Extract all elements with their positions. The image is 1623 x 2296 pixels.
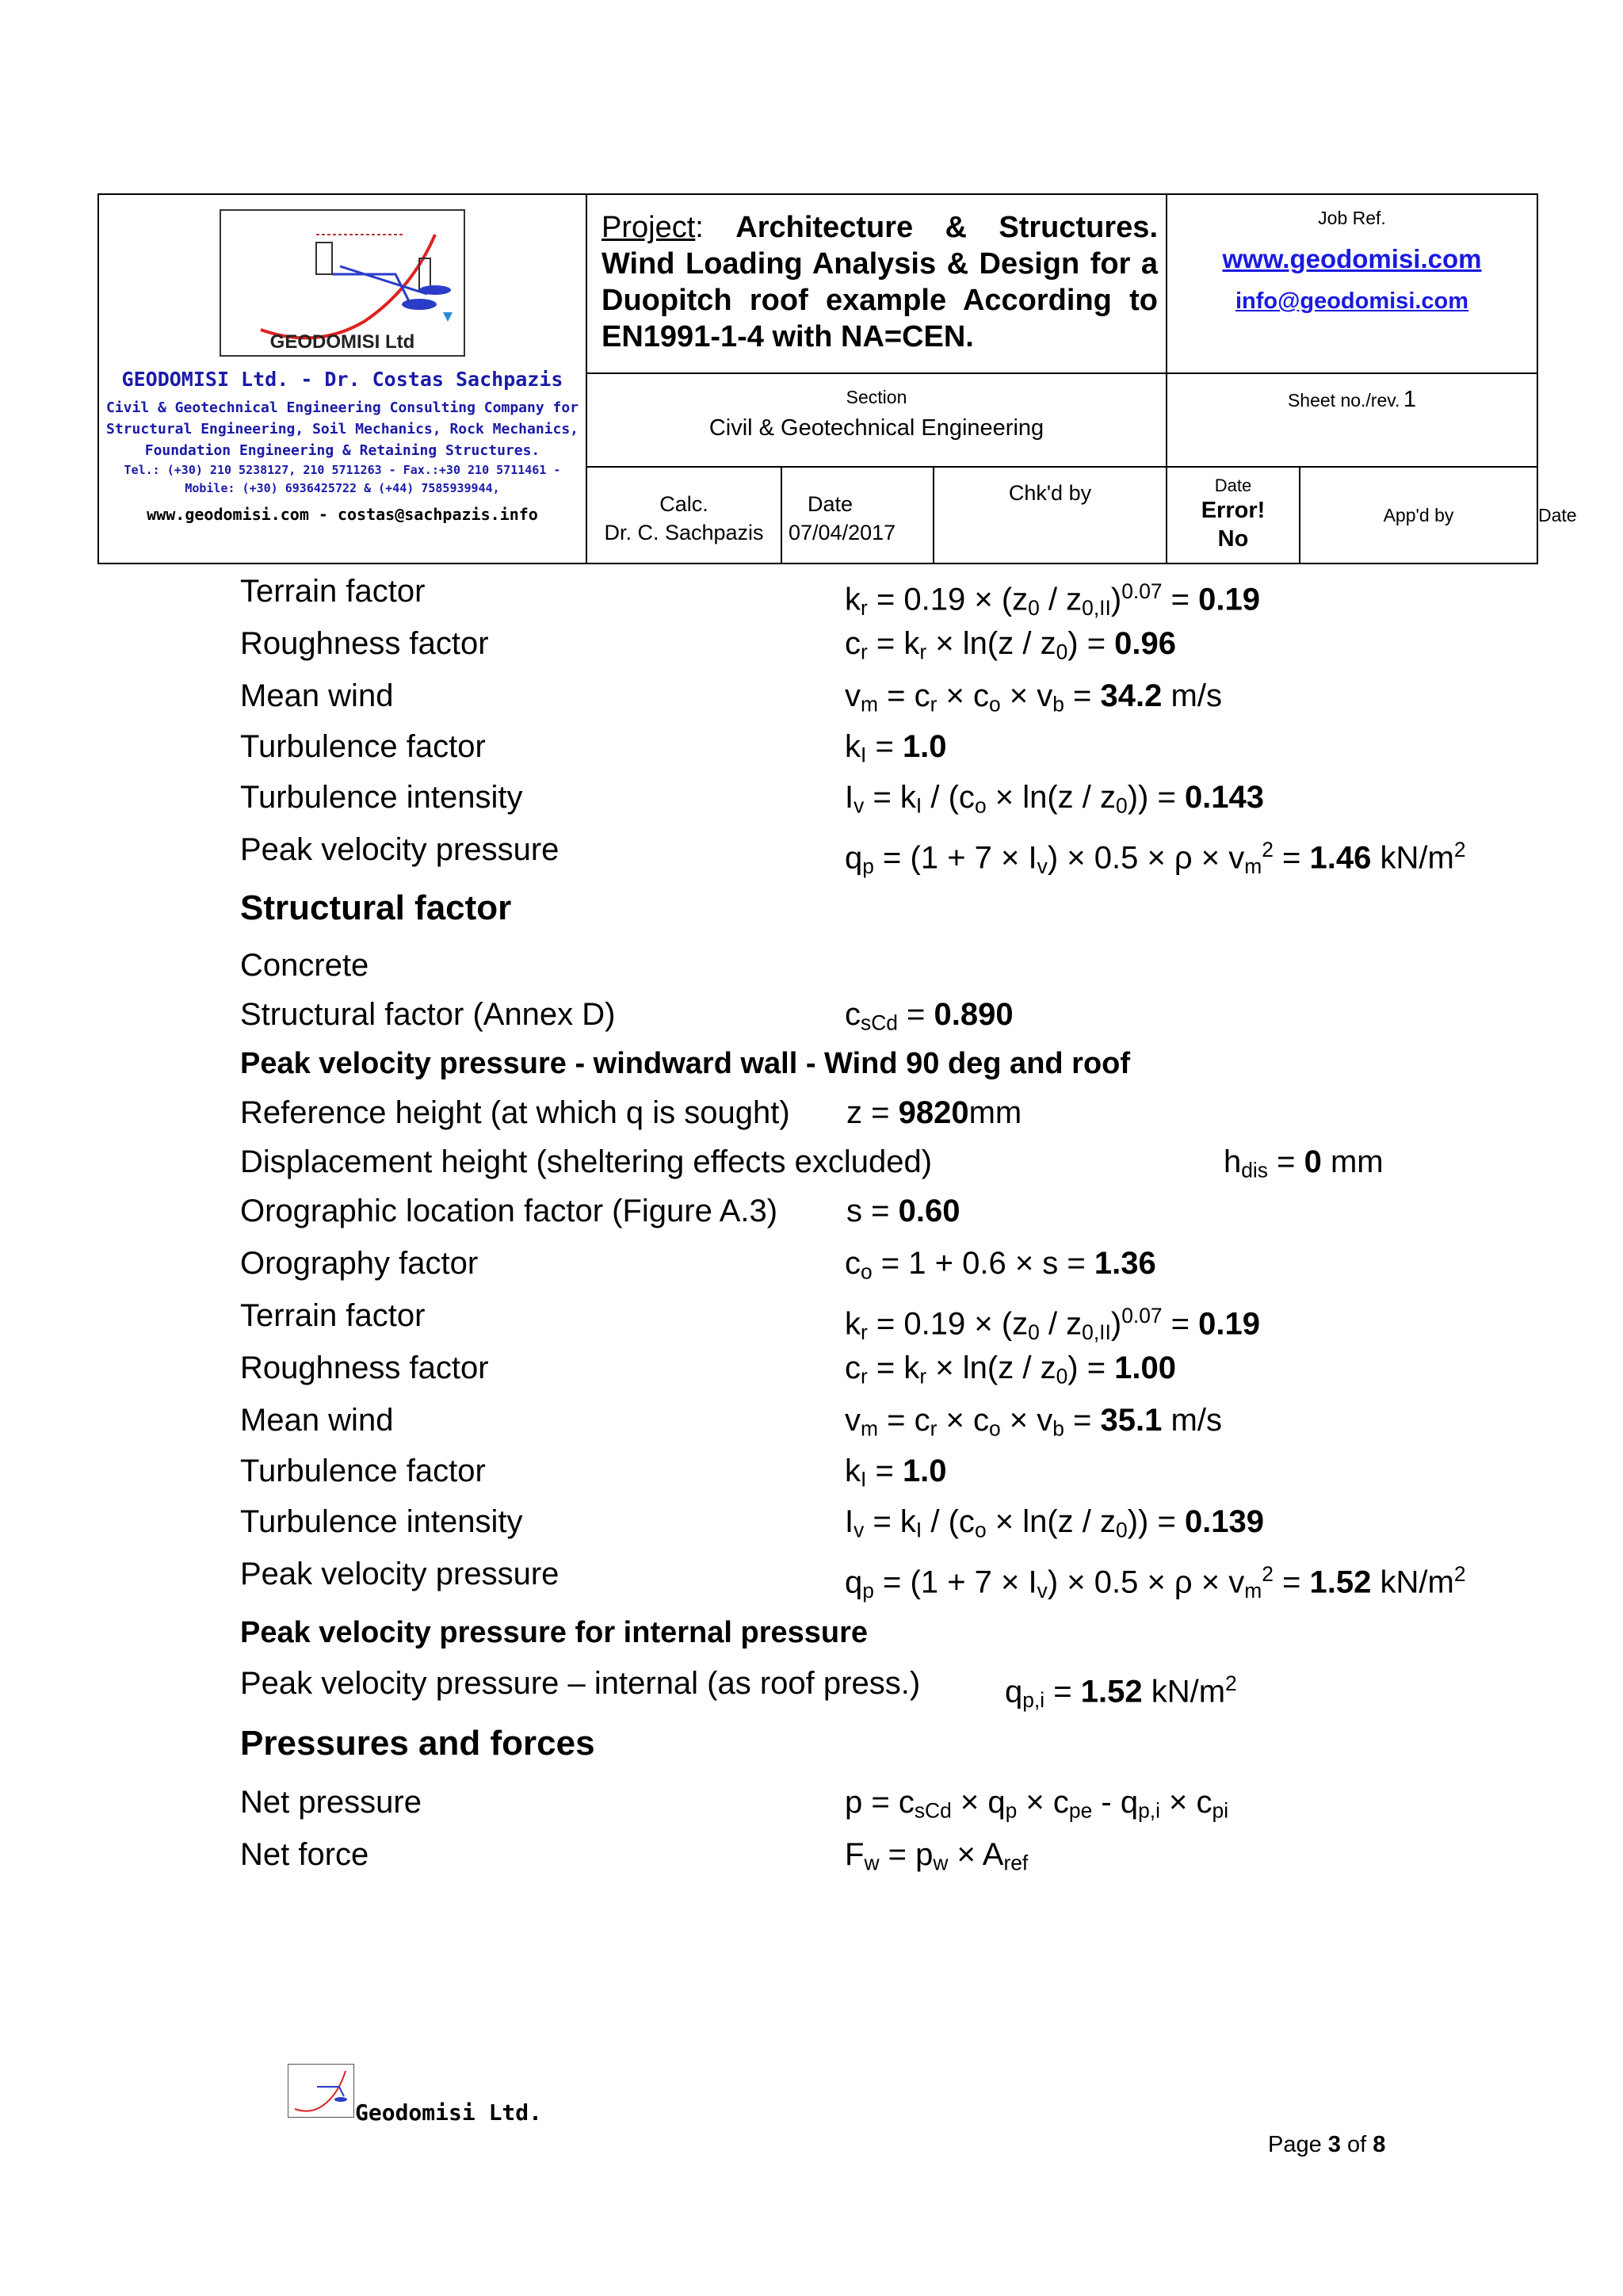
pvp-internal-formula: $q_{p,i} = 1.52$ $kN/m^2$ (1005, 1671, 1237, 1713)
job-web-link[interactable]: www.geodomisi.com (1222, 244, 1482, 273)
roughness-factor-label-2: Roughness factor (240, 1350, 489, 1385)
structural-factor-annex-label: Structural factor (Annex D) (240, 997, 616, 1032)
pvp-internal-heading: Peak velocity pressure for internal pressure (240, 1616, 869, 1649)
appd-cell (1300, 467, 1537, 563)
calc-label: Calc. (659, 492, 708, 516)
roughness-factor-formula-2: $c_r = k_r \times \ln(z / z_0) = 1.00$ (845, 1350, 1177, 1389)
project-title: Project: Architecture & Structures. Wind Loading Analysis & Design for a Duopitch roof example According to EN1991-1-4 with NA=CEN. (601, 211, 1158, 353)
kr-value-1: 0.19 (1198, 582, 1261, 617)
company-description: Civil & Geotechnical Engineering Consulting Company for Structural Engineering, Soil Mechanics, Rock Mechanics, Foundation Engineering & Retaining Structures. (105, 399, 579, 459)
qp-value-2: 1.52 (1309, 1564, 1372, 1600)
orography-factor-label: Orography factor (240, 1246, 479, 1281)
footer-company: Geodomisi Ltd. (355, 2099, 543, 2126)
turbulence-intensity-label-1: Turbulence intensity (240, 780, 523, 815)
net-pressure-label: Net pressure (240, 1785, 422, 1820)
page-current: 3 (1327, 2132, 1341, 2157)
iv-value-1: 0.143 (1184, 780, 1265, 815)
sheet-value: 1 (1403, 387, 1417, 412)
turbulence-factor-label-1: Turbulence factor (240, 729, 486, 764)
kl-value-1: 1.0 (902, 729, 947, 764)
s-value: 0.60 (898, 1194, 960, 1228)
mean-wind-label-2: Mean wind (240, 1403, 394, 1438)
company-web: www.geodomisi.com - costas@sachpazis.info (147, 505, 538, 524)
page-number: Page 3 of 8 (1268, 2132, 1386, 2157)
job-ref-label: Job Ref. (1318, 208, 1386, 228)
structural-factor-heading: Structural factor (240, 888, 512, 927)
job-mail-link[interactable]: info@geodomisi.com (1235, 288, 1469, 314)
roughness-factor-label-1: Roughness factor (240, 626, 489, 661)
vm-value-2: 35.1 (1100, 1403, 1163, 1438)
date-label: Date (808, 492, 854, 516)
terrain-factor-label-2: Terrain factor (240, 1298, 426, 1333)
peak-velocity-pressure-formula-2: $q_p = (1 + 7 \times I_v) \times 0.5 \times \rho \times v_m^2 = 1.52$ $kN/m^2$ (845, 1562, 1466, 1603)
cscd-value: 0.890 (934, 997, 1014, 1032)
turbulence-factor-formula-1: $k_I = 1.0$ (845, 729, 947, 767)
sheet-label: Sheet no./rev. (1287, 390, 1400, 411)
concrete-label: Concrete (240, 948, 369, 983)
net-force-formula: $F_w = p_w \times A_{ref}$ (845, 1837, 1029, 1875)
date2-no: No (1217, 526, 1249, 552)
header-table: GEODOMISI Ltd GEODOMISI Ltd. - Dr. Costas Sachpazis Civil & Geotechnical Engineering Consulting Company for Structural Engineering, Soil Mechanics, Rock Mechanics, Foundation Engineering & Retaining Structures. Tel.: (+30) 210 5238127, 210 5711263 - Fax.:+30 210 5711461 - Mobile: (+30) 6936425722 & (+44) 7585939944, www.geodomisi.com - costas@sachpazis.info Project: Architecture & Structures. Wind Loading Analysis & Design for a Duopitch roof example According to EN1991-1-4 with NA=CEN. Job Ref. www.geodomisi.com info@geodomisi.com Section Civil & Geotechnical Engineering Sheet no./rev. 1 Calc. Dr. C. Sachpazis Date 07/04/2017 Chk'd by Date Error! No App'd by Date (97, 193, 1538, 564)
kr-value-2: 0.19 (1198, 1306, 1261, 1342)
turbulence-factor-label-2: Turbulence factor (240, 1454, 486, 1488)
page-total: 8 (1373, 2132, 1386, 2157)
calc-cell (586, 467, 781, 563)
roughness-factor-formula-1: $c_r = k_r \times \ln(z / z_0) = 0.96$ (845, 626, 1177, 664)
co-value: 1.36 (1094, 1246, 1156, 1281)
section-label: Section (846, 387, 907, 407)
date-value: 07/04/2017 (789, 521, 896, 544)
project-cell (586, 194, 1167, 373)
company-cell (98, 194, 586, 563)
displacement-height-formula: $h_{dis} = 0$ mm (1224, 1144, 1384, 1182)
z-value: 9820 (898, 1095, 969, 1130)
date-cell (781, 467, 934, 563)
qp-value-1: 1.46 (1309, 840, 1372, 876)
hdis-value: 0 (1304, 1144, 1322, 1179)
cr-value-1: 0.96 (1114, 626, 1177, 661)
section-cell (586, 373, 1167, 467)
displacement-height-label: Displacement height (sheltering effects excluded) (240, 1144, 933, 1179)
project-label: Project (601, 211, 696, 244)
turbulence-intensity-formula-2: $I_v = k_I / (c_o \times \ln(z / z_0)) = 0.139$ (845, 1504, 1265, 1542)
project-title-text: Architecture & Structures. Wind Loading Analysis & Design for a Duopitch roof example According to EN1991-1-4 with NA=CEN. (601, 211, 1158, 353)
turbulence-intensity-formula-1: $I_v = k_I / (c_o \times \ln(z / z_0)) = 0.143$ (845, 780, 1265, 818)
logo-caption: GEODOMISI Ltd (269, 331, 415, 353)
sheet-cell (1167, 373, 1537, 467)
company-logo (220, 209, 465, 357)
footer-logo-icon (288, 2064, 354, 2118)
pressures-forces-heading: Pressures and forces (240, 1724, 595, 1763)
orography-factor-formula: $c_o = 1 + 0.6 \times s = 1.36$ (845, 1246, 1156, 1284)
mean-wind-formula-2: $v_m = c_r \times c_o \times v_b = 35.1$ m/s (845, 1403, 1222, 1441)
net-pressure-formula: $p = c_{sCd} \times q_p \times c_{pe} - q_{p,i} \times c_{pi}$ (845, 1785, 1229, 1823)
reference-height-formula: z = 9820mm (846, 1095, 1022, 1130)
peak-velocity-pressure-label-2: Peak velocity pressure (240, 1557, 559, 1591)
structural-factor-formula: $c_{sCd} = 0.890$ (845, 997, 1014, 1035)
company-phone: Tel.: (+30) 210 5238127, 210 5711263 - Fax.:+30 210 5711461 - Mobile: (+30) 6936425722 & (+44) 7585939944, (124, 463, 561, 495)
net-force-label: Net force (240, 1837, 369, 1872)
peak-velocity-pressure-label-1: Peak velocity pressure (240, 832, 559, 867)
iv-value-2: 0.139 (1184, 1504, 1265, 1539)
orographic-location-label: Orographic location factor (Figure A.3) (240, 1194, 778, 1228)
reference-height-label: Reference height (at which q is sought) (240, 1095, 790, 1130)
orographic-location-formula: s = 0.60 (846, 1194, 960, 1228)
peak-velocity-pressure-formula-1: $q_p = (1 + 7 \times I_v) \times 0.5 \times \rho \times v_m^2 = 1.46$ $kN/m^2$ (845, 838, 1466, 879)
date2-error: Error! (1201, 498, 1266, 523)
terrain-factor-label-1: Terrain factor (240, 574, 426, 609)
chkd-label: Chk'd by (1008, 481, 1092, 505)
qpi-value: 1.52 (1080, 1674, 1143, 1710)
kl-value-2: 1.0 (902, 1454, 947, 1488)
turbulence-factor-formula-2: $k_I = 1.0$ (845, 1454, 947, 1492)
date2-label: Date (1214, 476, 1252, 495)
job-ref-cell (1167, 194, 1537, 373)
vm-value-1: 34.2 (1100, 678, 1163, 713)
cr-value-2: 1.00 (1114, 1350, 1177, 1385)
section-value: Civil & Geotechnical Engineering (708, 415, 1044, 441)
mean-wind-label-1: Mean wind (240, 678, 394, 713)
date2-cell (1167, 467, 1300, 563)
mean-wind-formula-1: $v_m = c_r \times c_o \times v_b = 34.2$ m/s (845, 678, 1222, 716)
terrain-factor-formula-2: $k_r = 0.19 \times (z_0 / z_{0,II})^{0.07} = 0.19$ (845, 1304, 1261, 1345)
appd-label: App'd by (1383, 505, 1454, 525)
turbulence-intensity-label-2: Turbulence intensity (240, 1504, 523, 1539)
calc-value: Dr. C. Sachpazis (604, 521, 764, 544)
pvp-windward-heading: Peak velocity pressure - windward wall - Wind 90 deg and roof (240, 1047, 1131, 1080)
chkd-cell (934, 467, 1167, 563)
pvp-internal-label: Peak velocity pressure – internal (as roof press.) (240, 1666, 921, 1701)
company-name: GEODOMISI Ltd. - Dr. Costas Sachpazis (121, 368, 563, 391)
terrain-factor-formula-1: $k_r = 0.19 \times (z_0 / z_{0,II})^{0.07} = 0.19$ (845, 579, 1261, 621)
